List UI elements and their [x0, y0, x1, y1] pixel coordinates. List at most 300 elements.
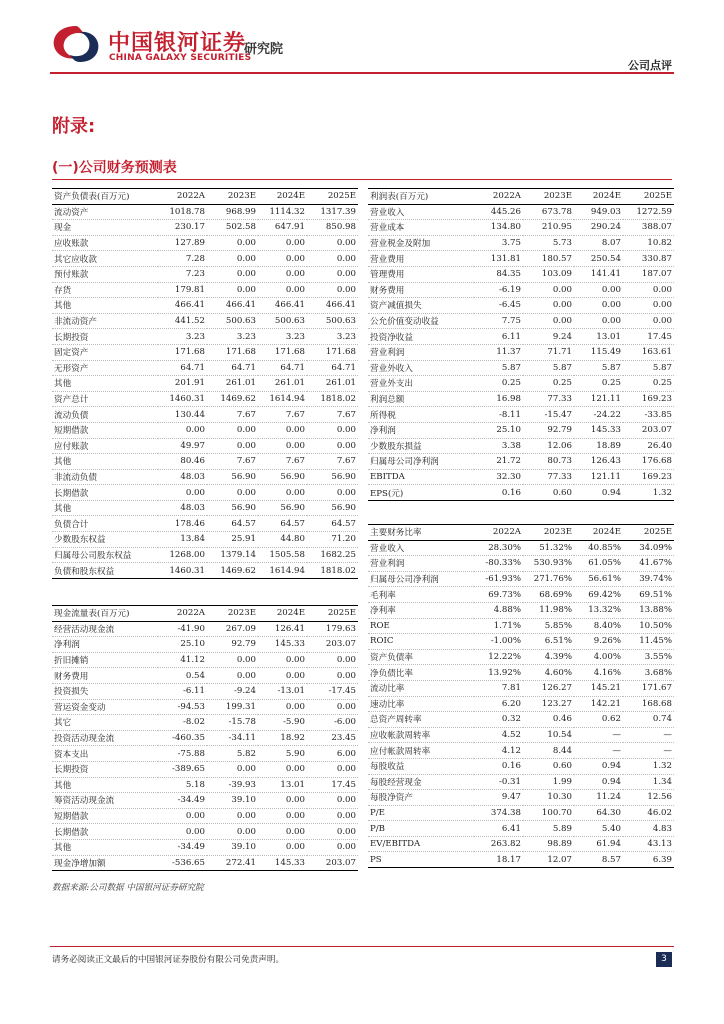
- value-cell: 0.00: [307, 438, 358, 454]
- table-row: [52, 485, 358, 501]
- value-cell: 25.10: [158, 637, 207, 653]
- year-header-cell: 2022A: [474, 525, 523, 541]
- income-statement-table: [368, 188, 674, 501]
- value-cell: -24.22: [574, 407, 623, 423]
- table-row: [52, 621, 358, 637]
- value-cell: -15.78: [207, 715, 258, 731]
- table-title-cell: 利润表(百万元): [368, 189, 474, 205]
- value-cell: 26.40: [623, 438, 674, 454]
- value-cell: 0.00: [258, 761, 307, 777]
- value-cell: 0.00: [158, 808, 207, 824]
- value-cell: 10.82: [623, 235, 674, 251]
- value-cell: -9.24: [207, 683, 258, 699]
- value-cell: 145.33: [258, 637, 307, 653]
- row-label-cell: 投资净收益: [368, 329, 474, 345]
- value-cell: 290.24: [574, 220, 623, 236]
- value-cell: 500.63: [207, 313, 258, 329]
- value-cell: 56.61%: [574, 571, 623, 587]
- table-row: [368, 790, 674, 806]
- value-cell: 0.00: [258, 668, 307, 684]
- value-cell: 0.00: [158, 485, 207, 501]
- value-cell: 56.90: [307, 500, 358, 516]
- row-label-cell: 资产负债率: [368, 649, 474, 665]
- row-label-cell: 净利率: [368, 602, 474, 618]
- year-header-cell: 2024E: [574, 525, 623, 541]
- value-cell: 71.20: [307, 532, 358, 548]
- row-label-cell: ROIC: [368, 634, 474, 650]
- value-cell: 46.02: [623, 805, 674, 821]
- value-cell: 171.67: [623, 680, 674, 696]
- table-row: [52, 204, 358, 220]
- brand-name-en: CHINA GALAXY SECURITIES: [109, 53, 252, 63]
- value-cell: -41.90: [158, 621, 207, 637]
- value-cell: 18.92: [258, 730, 307, 746]
- value-cell: 34.09%: [623, 540, 674, 556]
- table-row: [368, 696, 674, 712]
- value-cell: 103.09: [523, 266, 574, 282]
- value-cell: 261.01: [307, 376, 358, 392]
- value-cell: 9.26%: [574, 634, 623, 650]
- value-cell: 5.18: [158, 777, 207, 793]
- table-row: [52, 360, 358, 376]
- value-cell: 1114.32: [258, 204, 307, 220]
- row-label-cell: 毛利率: [368, 587, 474, 603]
- value-cell: 0.00: [307, 839, 358, 855]
- row-label-cell: 速动比率: [368, 696, 474, 712]
- table-row: [368, 571, 674, 587]
- value-cell: 466.41: [158, 298, 207, 314]
- row-label-cell: 净负债比率: [368, 665, 474, 681]
- value-cell: 0.25: [523, 376, 574, 392]
- value-cell: 0.00: [574, 313, 623, 329]
- table-row: [368, 282, 674, 298]
- table-row: [368, 712, 674, 728]
- value-cell: 0.00: [207, 761, 258, 777]
- row-label-cell: 财务费用: [368, 282, 474, 298]
- value-cell: 48.03: [158, 500, 207, 516]
- value-cell: 56.90: [258, 469, 307, 485]
- value-cell: 13.01: [258, 777, 307, 793]
- table-row: [52, 500, 358, 516]
- table-row: [368, 649, 674, 665]
- value-cell: 163.61: [623, 344, 674, 360]
- value-cell: 0.32: [474, 712, 523, 728]
- document-type-label: 公司点评: [628, 59, 672, 72]
- value-cell: 0.00: [307, 652, 358, 668]
- value-cell: 0.00: [623, 298, 674, 314]
- table-row: [368, 602, 674, 618]
- value-cell: 0.00: [207, 282, 258, 298]
- value-cell: 5.90: [258, 746, 307, 762]
- value-cell: 0.00: [158, 422, 207, 438]
- section-title: (一)公司财务预测表: [52, 160, 177, 176]
- value-cell: 6.41: [474, 821, 523, 837]
- table-row: [52, 563, 358, 579]
- value-cell: 0.00: [258, 266, 307, 282]
- value-cell: 1.71%: [474, 618, 523, 634]
- table-row: [368, 469, 674, 485]
- value-cell: 0.00: [307, 266, 358, 282]
- value-cell: 68.69%: [523, 587, 574, 603]
- value-cell: 123.27: [523, 696, 574, 712]
- value-cell: 28.30%: [474, 540, 523, 556]
- row-label-cell: 公允价值变动收益: [368, 313, 474, 329]
- value-cell: 56.90: [307, 469, 358, 485]
- value-cell: 126.43: [574, 454, 623, 470]
- table-row: [52, 746, 358, 762]
- value-cell: 5.87: [574, 360, 623, 376]
- value-cell: 0.16: [474, 758, 523, 774]
- table-row: [368, 360, 674, 376]
- table-row: [52, 266, 358, 282]
- table-row: [52, 668, 358, 684]
- value-cell: 80.46: [158, 454, 207, 470]
- table-row: [52, 824, 358, 840]
- row-label-cell: 长期借款: [52, 824, 158, 840]
- value-cell: 18.89: [574, 438, 623, 454]
- value-cell: -34.49: [158, 839, 207, 855]
- row-label-cell: 流动负债: [52, 407, 158, 423]
- value-cell: 1460.31: [158, 563, 207, 579]
- value-cell: 0.00: [258, 699, 307, 715]
- value-cell: 12.07: [523, 852, 574, 868]
- value-cell: 1469.62: [207, 391, 258, 407]
- value-cell: 0.25: [574, 376, 623, 392]
- galaxy-swirl-logo-icon: [50, 22, 102, 66]
- row-label-cell: 资产总计: [52, 391, 158, 407]
- value-cell: 64.57: [307, 516, 358, 532]
- value-cell: 1469.62: [207, 563, 258, 579]
- value-cell: 1317.39: [307, 204, 358, 220]
- value-cell: -17.45: [307, 683, 358, 699]
- key-ratios-table: [368, 524, 674, 868]
- table-row: [368, 680, 674, 696]
- value-cell: -80.33%: [474, 556, 523, 572]
- value-cell: 1.32: [623, 485, 674, 501]
- value-cell: 145.21: [574, 680, 623, 696]
- value-cell: 44.80: [258, 532, 307, 548]
- table-row: [368, 266, 674, 282]
- table-title-cell: 主要财务比率: [368, 525, 474, 541]
- year-header-cell: 2022A: [158, 606, 207, 622]
- value-cell: 0.00: [207, 485, 258, 501]
- value-cell: 187.07: [623, 266, 674, 282]
- value-cell: 1.34: [623, 774, 674, 790]
- value-cell: 0.00: [207, 824, 258, 840]
- value-cell: 199.31: [207, 699, 258, 715]
- value-cell: 171.68: [307, 344, 358, 360]
- row-label-cell: 流动比率: [368, 680, 474, 696]
- value-cell: 647.91: [258, 220, 307, 236]
- value-cell: 16.98: [474, 391, 523, 407]
- value-cell: 17.45: [307, 777, 358, 793]
- table-row: [368, 805, 674, 821]
- value-cell: 3.75: [474, 235, 523, 251]
- table-header-row: [368, 189, 674, 205]
- value-cell: 0.00: [258, 839, 307, 855]
- table-row: [52, 422, 358, 438]
- value-cell: 71.71: [523, 344, 574, 360]
- table-row: [368, 836, 674, 852]
- value-cell: 0.46: [523, 712, 574, 728]
- value-cell: -34.11: [207, 730, 258, 746]
- year-header-cell: 2024E: [258, 189, 307, 205]
- value-cell: -536.65: [158, 855, 207, 871]
- value-cell: 11.98%: [523, 602, 574, 618]
- value-cell: -5.90: [258, 715, 307, 731]
- row-label-cell: 折旧摊销: [52, 652, 158, 668]
- value-cell: -15.47: [523, 407, 574, 423]
- value-cell: 1505.58: [258, 547, 307, 563]
- value-cell: —: [623, 727, 674, 743]
- value-cell: 25.10: [474, 422, 523, 438]
- value-cell: 1.99: [523, 774, 574, 790]
- value-cell: 500.63: [258, 313, 307, 329]
- value-cell: 39.10: [207, 839, 258, 855]
- value-cell: 64.57: [258, 516, 307, 532]
- value-cell: 18.17: [474, 852, 523, 868]
- value-cell: 0.00: [307, 793, 358, 809]
- value-cell: 142.21: [574, 696, 623, 712]
- value-cell: 61.05%: [574, 556, 623, 572]
- value-cell: 64.30: [574, 805, 623, 821]
- value-cell: 0.00: [307, 282, 358, 298]
- table-row: [52, 793, 358, 809]
- row-label-cell: PS: [368, 852, 474, 868]
- value-cell: 1614.94: [258, 391, 307, 407]
- row-label-cell: 应付账款: [52, 438, 158, 454]
- value-cell: 0.00: [623, 282, 674, 298]
- value-cell: 40.85%: [574, 540, 623, 556]
- value-cell: 141.41: [574, 266, 623, 282]
- value-cell: 13.88%: [623, 602, 674, 618]
- value-cell: 168.68: [623, 696, 674, 712]
- table-row: [52, 235, 358, 251]
- balance-sheet-table: [52, 188, 358, 579]
- table-row: [368, 774, 674, 790]
- value-cell: 11.45%: [623, 634, 674, 650]
- value-cell: 7.67: [207, 454, 258, 470]
- row-label-cell: 少数股东权益: [52, 532, 158, 548]
- row-label-cell: 应付帐款周转率: [368, 743, 474, 759]
- row-label-cell: 其它应收款: [52, 251, 158, 267]
- value-cell: 388.07: [623, 220, 674, 236]
- value-cell: 77.33: [523, 469, 574, 485]
- table-row: [52, 839, 358, 855]
- value-cell: 115.49: [574, 344, 623, 360]
- value-cell: 0.00: [207, 808, 258, 824]
- value-cell: 0.00: [207, 235, 258, 251]
- table-row: [368, 344, 674, 360]
- value-cell: 0.00: [258, 438, 307, 454]
- year-header-cell: 2025E: [623, 189, 674, 205]
- value-cell: 171.68: [258, 344, 307, 360]
- row-label-cell: 投资活动现金流: [52, 730, 158, 746]
- row-label-cell: 营业收入: [368, 204, 474, 220]
- row-label-cell: 固定资产: [52, 344, 158, 360]
- table-row: [368, 821, 674, 837]
- table-row: [52, 298, 358, 314]
- data-source-note: 数据来源:公司数据 中国银河证券研究院: [52, 883, 204, 893]
- row-label-cell: 其他: [52, 376, 158, 392]
- table-header-row: [52, 606, 358, 622]
- disclaimer-text: 请务必阅读正文最后的中国银河证券股份有限公司免责声明。: [52, 955, 285, 965]
- value-cell: 130.44: [158, 407, 207, 423]
- value-cell: 9.47: [474, 790, 523, 806]
- table-row: [368, 587, 674, 603]
- value-cell: 4.88%: [474, 602, 523, 618]
- report-header: [0, 0, 724, 80]
- value-cell: -460.35: [158, 730, 207, 746]
- value-cell: 267.09: [207, 621, 258, 637]
- row-label-cell: 营业成本: [368, 220, 474, 236]
- value-cell: 179.63: [307, 621, 358, 637]
- value-cell: 445.26: [474, 204, 523, 220]
- row-label-cell: 负债合计: [52, 516, 158, 532]
- year-header-cell: 2023E: [207, 606, 258, 622]
- row-label-cell: EPS(元): [368, 485, 474, 501]
- value-cell: -75.88: [158, 746, 207, 762]
- table-row: [52, 699, 358, 715]
- row-label-cell: 现金: [52, 220, 158, 236]
- table-row: [52, 251, 358, 267]
- row-label-cell: 管理费用: [368, 266, 474, 282]
- value-cell: -6.11: [158, 683, 207, 699]
- value-cell: 7.67: [207, 407, 258, 423]
- footer-divider: [50, 946, 674, 947]
- table-row: [52, 313, 358, 329]
- value-cell: 1682.25: [307, 547, 358, 563]
- value-cell: 171.68: [158, 344, 207, 360]
- row-label-cell: 资本支出: [52, 746, 158, 762]
- value-cell: 261.01: [207, 376, 258, 392]
- value-cell: 0.00: [258, 652, 307, 668]
- value-cell: 41.67%: [623, 556, 674, 572]
- brand-name-cn: 中国银河证券: [108, 31, 247, 56]
- table-row: [52, 329, 358, 345]
- value-cell: 1272.59: [623, 204, 674, 220]
- row-label-cell: 净利润: [368, 422, 474, 438]
- value-cell: 4.83: [623, 821, 674, 837]
- value-cell: 7.67: [307, 454, 358, 470]
- year-header-cell: 2023E: [523, 525, 574, 541]
- value-cell: 13.32%: [574, 602, 623, 618]
- value-cell: 0.54: [158, 668, 207, 684]
- value-cell: 230.17: [158, 220, 207, 236]
- value-cell: 502.58: [207, 220, 258, 236]
- row-label-cell: 负债和股东权益: [52, 563, 158, 579]
- table-row: [52, 438, 358, 454]
- row-label-cell: 存货: [52, 282, 158, 298]
- value-cell: 5.87: [474, 360, 523, 376]
- row-label-cell: EBITDA: [368, 469, 474, 485]
- value-cell: 5.87: [623, 360, 674, 376]
- value-cell: 127.89: [158, 235, 207, 251]
- value-cell: 0.00: [207, 422, 258, 438]
- value-cell: 0.16: [474, 485, 523, 501]
- value-cell: 272.41: [207, 855, 258, 871]
- value-cell: 5.40: [574, 821, 623, 837]
- value-cell: -389.65: [158, 761, 207, 777]
- value-cell: 1818.02: [307, 563, 358, 579]
- value-cell: 64.57: [207, 516, 258, 532]
- row-label-cell: 利润总额: [368, 391, 474, 407]
- row-label-cell: 预付账款: [52, 266, 158, 282]
- table-row: [368, 852, 674, 868]
- row-label-cell: 其他: [52, 500, 158, 516]
- value-cell: 1460.31: [158, 391, 207, 407]
- value-cell: -8.11: [474, 407, 523, 423]
- value-cell: 466.41: [258, 298, 307, 314]
- appendix-title: 附录:: [52, 116, 96, 137]
- value-cell: 0.00: [158, 824, 207, 840]
- value-cell: 56.90: [258, 500, 307, 516]
- year-header-cell: 2025E: [307, 606, 358, 622]
- value-cell: -13.01: [258, 683, 307, 699]
- value-cell: 203.07: [307, 637, 358, 653]
- value-cell: 64.71: [307, 360, 358, 376]
- value-cell: 0.60: [523, 758, 574, 774]
- value-cell: 49.97: [158, 438, 207, 454]
- value-cell: -34.49: [158, 793, 207, 809]
- value-cell: 8.40%: [574, 618, 623, 634]
- value-cell: 121.11: [574, 391, 623, 407]
- row-label-cell: 非流动负债: [52, 469, 158, 485]
- value-cell: 98.89: [523, 836, 574, 852]
- value-cell: 3.55%: [623, 649, 674, 665]
- row-label-cell: 营运资金变动: [52, 699, 158, 715]
- row-label-cell: 每股经营现金: [368, 774, 474, 790]
- table-row: [52, 391, 358, 407]
- value-cell: -8.02: [158, 715, 207, 731]
- table-row: [52, 683, 358, 699]
- value-cell: 13.92%: [474, 665, 523, 681]
- value-cell: 69.73%: [474, 587, 523, 603]
- value-cell: 0.00: [574, 298, 623, 314]
- value-cell: 0.00: [258, 251, 307, 267]
- row-label-cell: 营业外收入: [368, 360, 474, 376]
- row-label-cell: 投资损失: [52, 683, 158, 699]
- row-label-cell: 财务费用: [52, 668, 158, 684]
- value-cell: 0.00: [258, 808, 307, 824]
- value-cell: -94.53: [158, 699, 207, 715]
- value-cell: 0.00: [307, 668, 358, 684]
- value-cell: 80.73: [523, 454, 574, 470]
- year-header-cell: 2022A: [158, 189, 207, 205]
- value-cell: 7.28: [158, 251, 207, 267]
- value-cell: 0.94: [574, 774, 623, 790]
- value-cell: 8.07: [574, 235, 623, 251]
- row-label-cell: 每股收益: [368, 758, 474, 774]
- table-row: [368, 391, 674, 407]
- row-label-cell: 营业税金及附加: [368, 235, 474, 251]
- row-label-cell: 营业利润: [368, 556, 474, 572]
- value-cell: 12.56: [623, 790, 674, 806]
- table-title-cell: 资产负债表(百万元): [52, 189, 158, 205]
- value-cell: 7.67: [258, 407, 307, 423]
- table-row: [52, 220, 358, 236]
- value-cell: 374.38: [474, 805, 523, 821]
- value-cell: 466.41: [207, 298, 258, 314]
- value-cell: 51.32%: [523, 540, 574, 556]
- table-row: [52, 532, 358, 548]
- page-number: 3: [656, 952, 672, 967]
- value-cell: 0.00: [307, 422, 358, 438]
- table-row: [368, 251, 674, 267]
- row-label-cell: EV/EBITDA: [368, 836, 474, 852]
- section-divider: [52, 179, 672, 180]
- table-row: [52, 715, 358, 731]
